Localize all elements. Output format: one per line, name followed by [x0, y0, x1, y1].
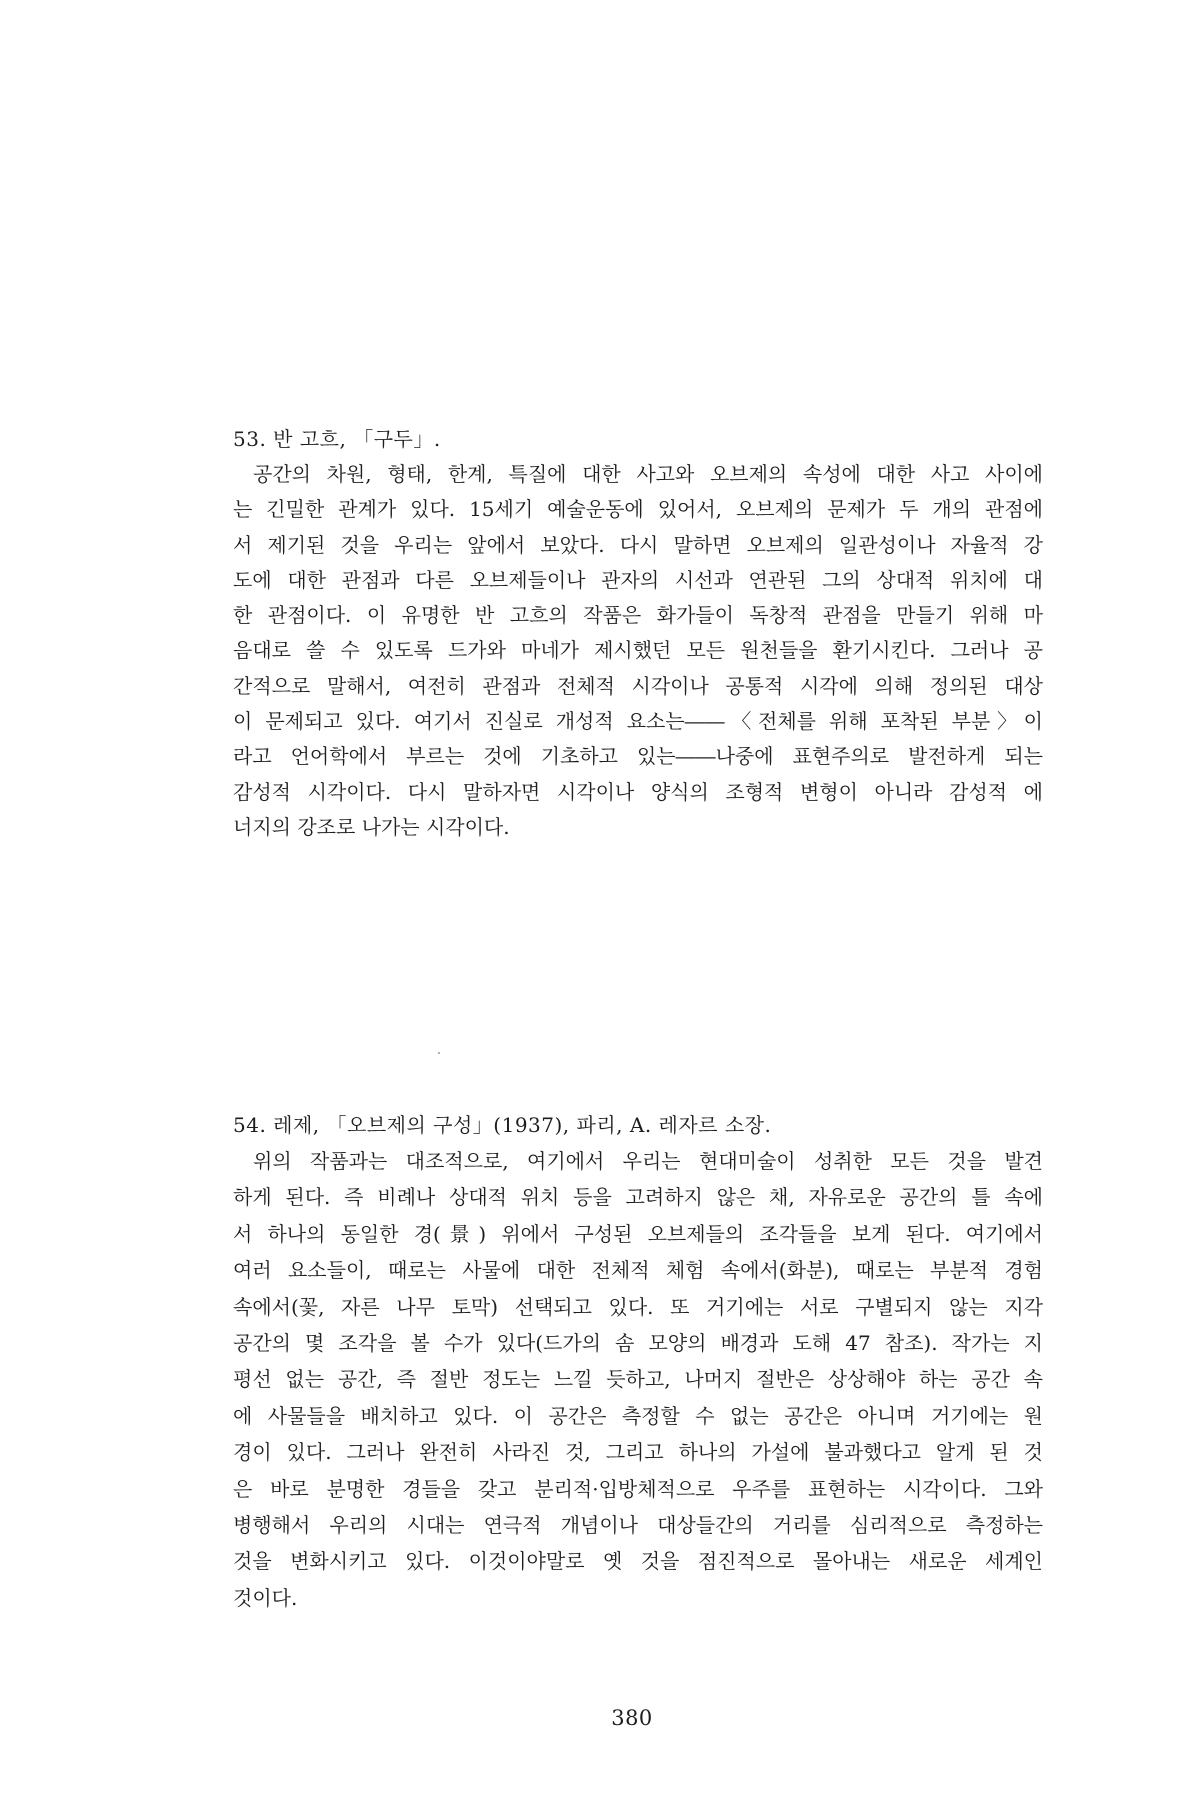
- caption-line: 한 관점이다. 이 유명한 반 고흐의 작품은 화가들이 독창적 관점을 만들기 위해 마: [233, 603, 1043, 628]
- caption-line: 음대로 쓸 수 있도록 드가와 마네가 제시했던 모든 원천들을 환기시킨다. 그러나 공: [233, 638, 1043, 663]
- caption-line: 속에서(꽃, 자른 나무 토막) 선택되고 있다. 또 거기에는 서로 구별되지 않는 지각: [233, 1294, 1043, 1319]
- caption-line: 하게 된다. 즉 비례나 상대적 위치 등을 고려하지 않은 채, 자유로운 공간의 틀 속에: [233, 1185, 1043, 1210]
- caption-title: 53. 반 고흐, 「구두」.: [233, 427, 441, 451]
- caption-line: 너지의 강조로 나가는 시각이다.: [233, 814, 510, 839]
- caption-title: 54. 레제, 「오브제의 구성」(1937), 파리, A. 레자르 소장.: [233, 1113, 772, 1137]
- caption-line: 간적으로 말해서, 여전히 관점과 전체적 시각이나 공통적 시각에 의해 정의된 대상: [233, 673, 1043, 698]
- caption-line: 것을 변화시키고 있다. 이것이야말로 옛 것을 점진적으로 몰아내는 새로운 세계인: [233, 1549, 1043, 1574]
- caption-line: 도에 대한 관점과 다른 오브제들이나 관자의 시선과 연관된 그의 상대적 위치에 대: [233, 567, 1043, 592]
- caption-line: 것이다.: [233, 1585, 298, 1610]
- page-number: 380: [611, 1706, 653, 1730]
- scan-speck: [438, 1052, 440, 1054]
- caption-line: 서 제기된 것을 우리는 앞에서 보았다. 다시 말하면 오브제의 일관성이나 자율적 강: [233, 532, 1043, 557]
- caption-line: 경이 있다. 그러나 완전히 사라진 것, 그리고 하나의 가설에 불과했다고 알게 된 것: [233, 1440, 1043, 1465]
- caption-line: 은 바로 분명한 경들을 갖고 분리적·입방체적으로 우주를 표현하는 시각이다. 그와: [233, 1476, 1043, 1501]
- caption-line: 병행해서 우리의 시대는 연극적 개념이나 대상들간의 거리를 심리적으로 측정하는: [233, 1513, 1043, 1538]
- caption-line: 감성적 시각이다. 다시 말하자면 시각이나 양식의 조형적 변형이 아니라 감성적 에: [233, 779, 1043, 804]
- caption-line: 는 긴밀한 관계가 있다. 15세기 예술운동에 있어서, 오브제의 문제가 두 개의 관점에: [233, 497, 1043, 522]
- caption-line: 서 하나의 동일한 경(景) 위에서 구성된 오브제들의 조각들을 보게 된다. 여기에서: [233, 1221, 1043, 1246]
- caption-line: 평선 없는 공간, 즉 절반 정도는 느낄 듯하고, 나머지 절반은 상상해야 하는 공간 속: [233, 1367, 1043, 1392]
- caption-line: 위의 작품과는 대조적으로, 여기에서 우리는 현대미술이 성취한 모든 것을 발견: [253, 1149, 1043, 1173]
- caption-line: 라고 언어학에서 부르는 것에 기초하고 있는――나중에 표현주의로 발전하게 되는: [233, 744, 1043, 769]
- caption-line: 여러 요소들이, 때로는 사물에 대한 전체적 체험 속에서(화분), 때로는 부분적 경험: [233, 1258, 1043, 1283]
- caption-54: [233, 1107, 1043, 1616]
- caption-line: 에 사물들을 배치하고 있다. 이 공간은 측정할 수 없는 공간은 아니며 거기에는 원: [233, 1403, 1043, 1428]
- caption-53: [233, 421, 1043, 845]
- caption-line: 공간의 몇 조각을 볼 수가 있다(드가의 솜 모양의 배경과 도해 47 참조). 작가는 지: [233, 1331, 1043, 1356]
- caption-line: 공간의 차원, 형태, 한계, 특질에 대한 사고와 오브제의 속성에 대한 사고 사이에: [253, 462, 1043, 486]
- caption-line: 이 문제되고 있다. 여기서 진실로 개성적 요소는――〈전체를 위해 포착된 부분〉이: [233, 709, 1043, 734]
